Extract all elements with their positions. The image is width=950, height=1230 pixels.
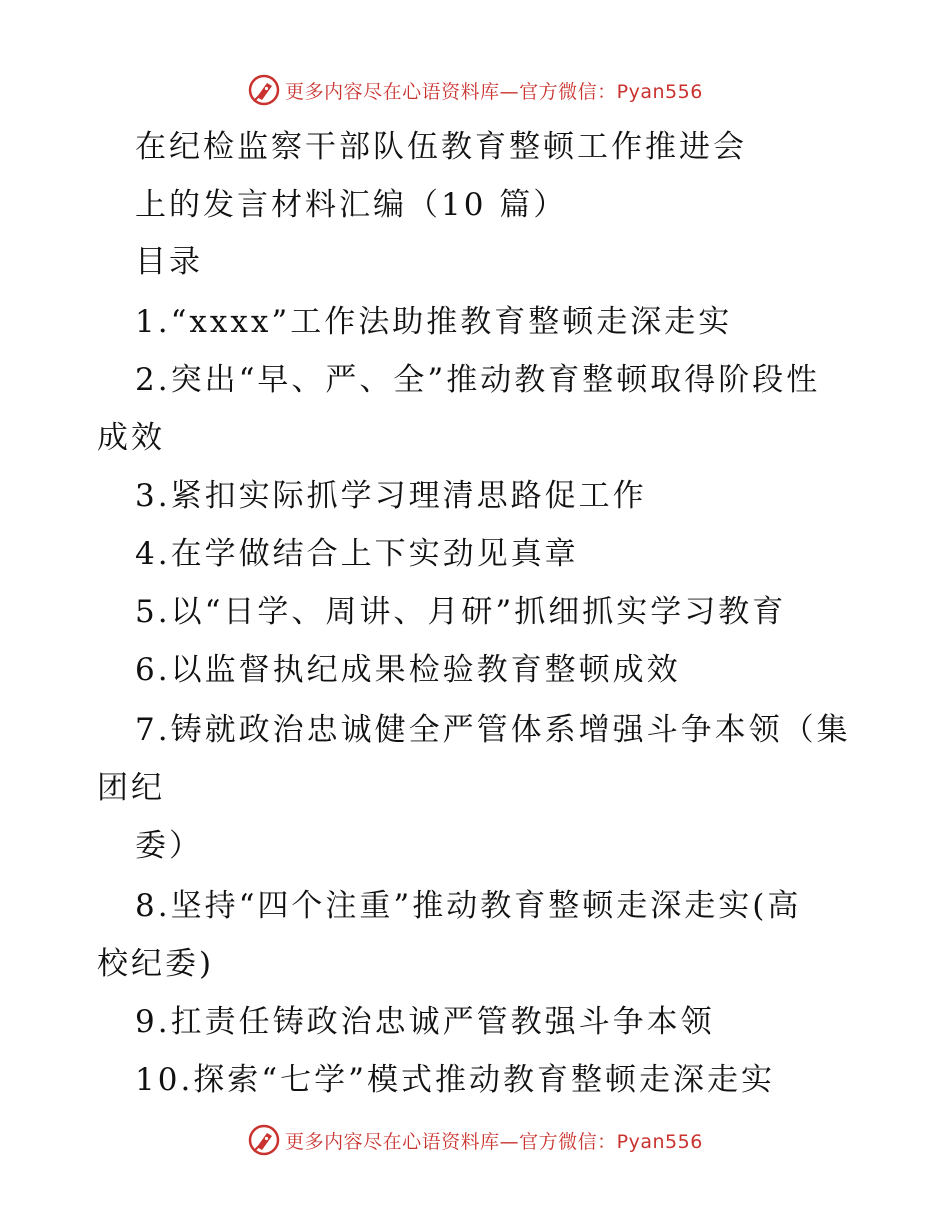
toc-item-8-cont: 校纪委) xyxy=(97,946,215,982)
watermark-footer xyxy=(0,1120,950,1160)
toc-item-7-cont-2: 委） xyxy=(135,828,203,864)
toc-item-10: 10.探索“七学”模式推动教育整顿走深走实 xyxy=(135,1062,775,1098)
toc-item-7: 7.铸就政治忠诚健全严管体系增强斗争本领（集 xyxy=(135,712,851,748)
toc-item-8: 8.坚持“四个注重”推动教育整顿走深走实(高 xyxy=(135,888,802,924)
toc-item-2-cont: 成效 xyxy=(97,420,165,456)
toc-heading: 目录 xyxy=(135,244,203,280)
watermark-header xyxy=(0,70,950,110)
pen-nib-logo-icon xyxy=(247,73,281,107)
pen-nib-logo-icon xyxy=(247,1123,281,1157)
title-line-1: 在纪检监察干部队伍教育整顿工作推进会 xyxy=(135,129,747,165)
toc-item-2: 2.突出“早、严、全”推动教育整顿取得阶段性 xyxy=(135,362,821,398)
title-line-2: 上的发言材料汇编（10 篇） xyxy=(135,187,568,223)
toc-item-7-cont: 团纪 xyxy=(97,770,165,806)
toc-item-4: 4.在学做结合上下实劲见真章 xyxy=(135,536,579,572)
toc-item-9: 9.扛责任铸政治忠诚严管教强斗争本领 xyxy=(135,1004,715,1040)
watermark-text: 更多内容尽在心语资料库—官方微信：Pyan556 xyxy=(285,80,703,103)
watermark-text: 更多内容尽在心语资料库—官方微信：Pyan556 xyxy=(285,1130,703,1153)
toc-item-1: 1.“xxxx”工作法助推教育整顿走深走实 xyxy=(135,304,733,340)
toc-item-3: 3.紧扣实际抓学习理清思路促工作 xyxy=(135,478,647,514)
toc-item-5: 5.以“日学、周讲、月研”抓细抓实学习教育 xyxy=(135,594,787,630)
toc-item-6: 6.以监督执纪成果检验教育整顿成效 xyxy=(135,652,681,688)
